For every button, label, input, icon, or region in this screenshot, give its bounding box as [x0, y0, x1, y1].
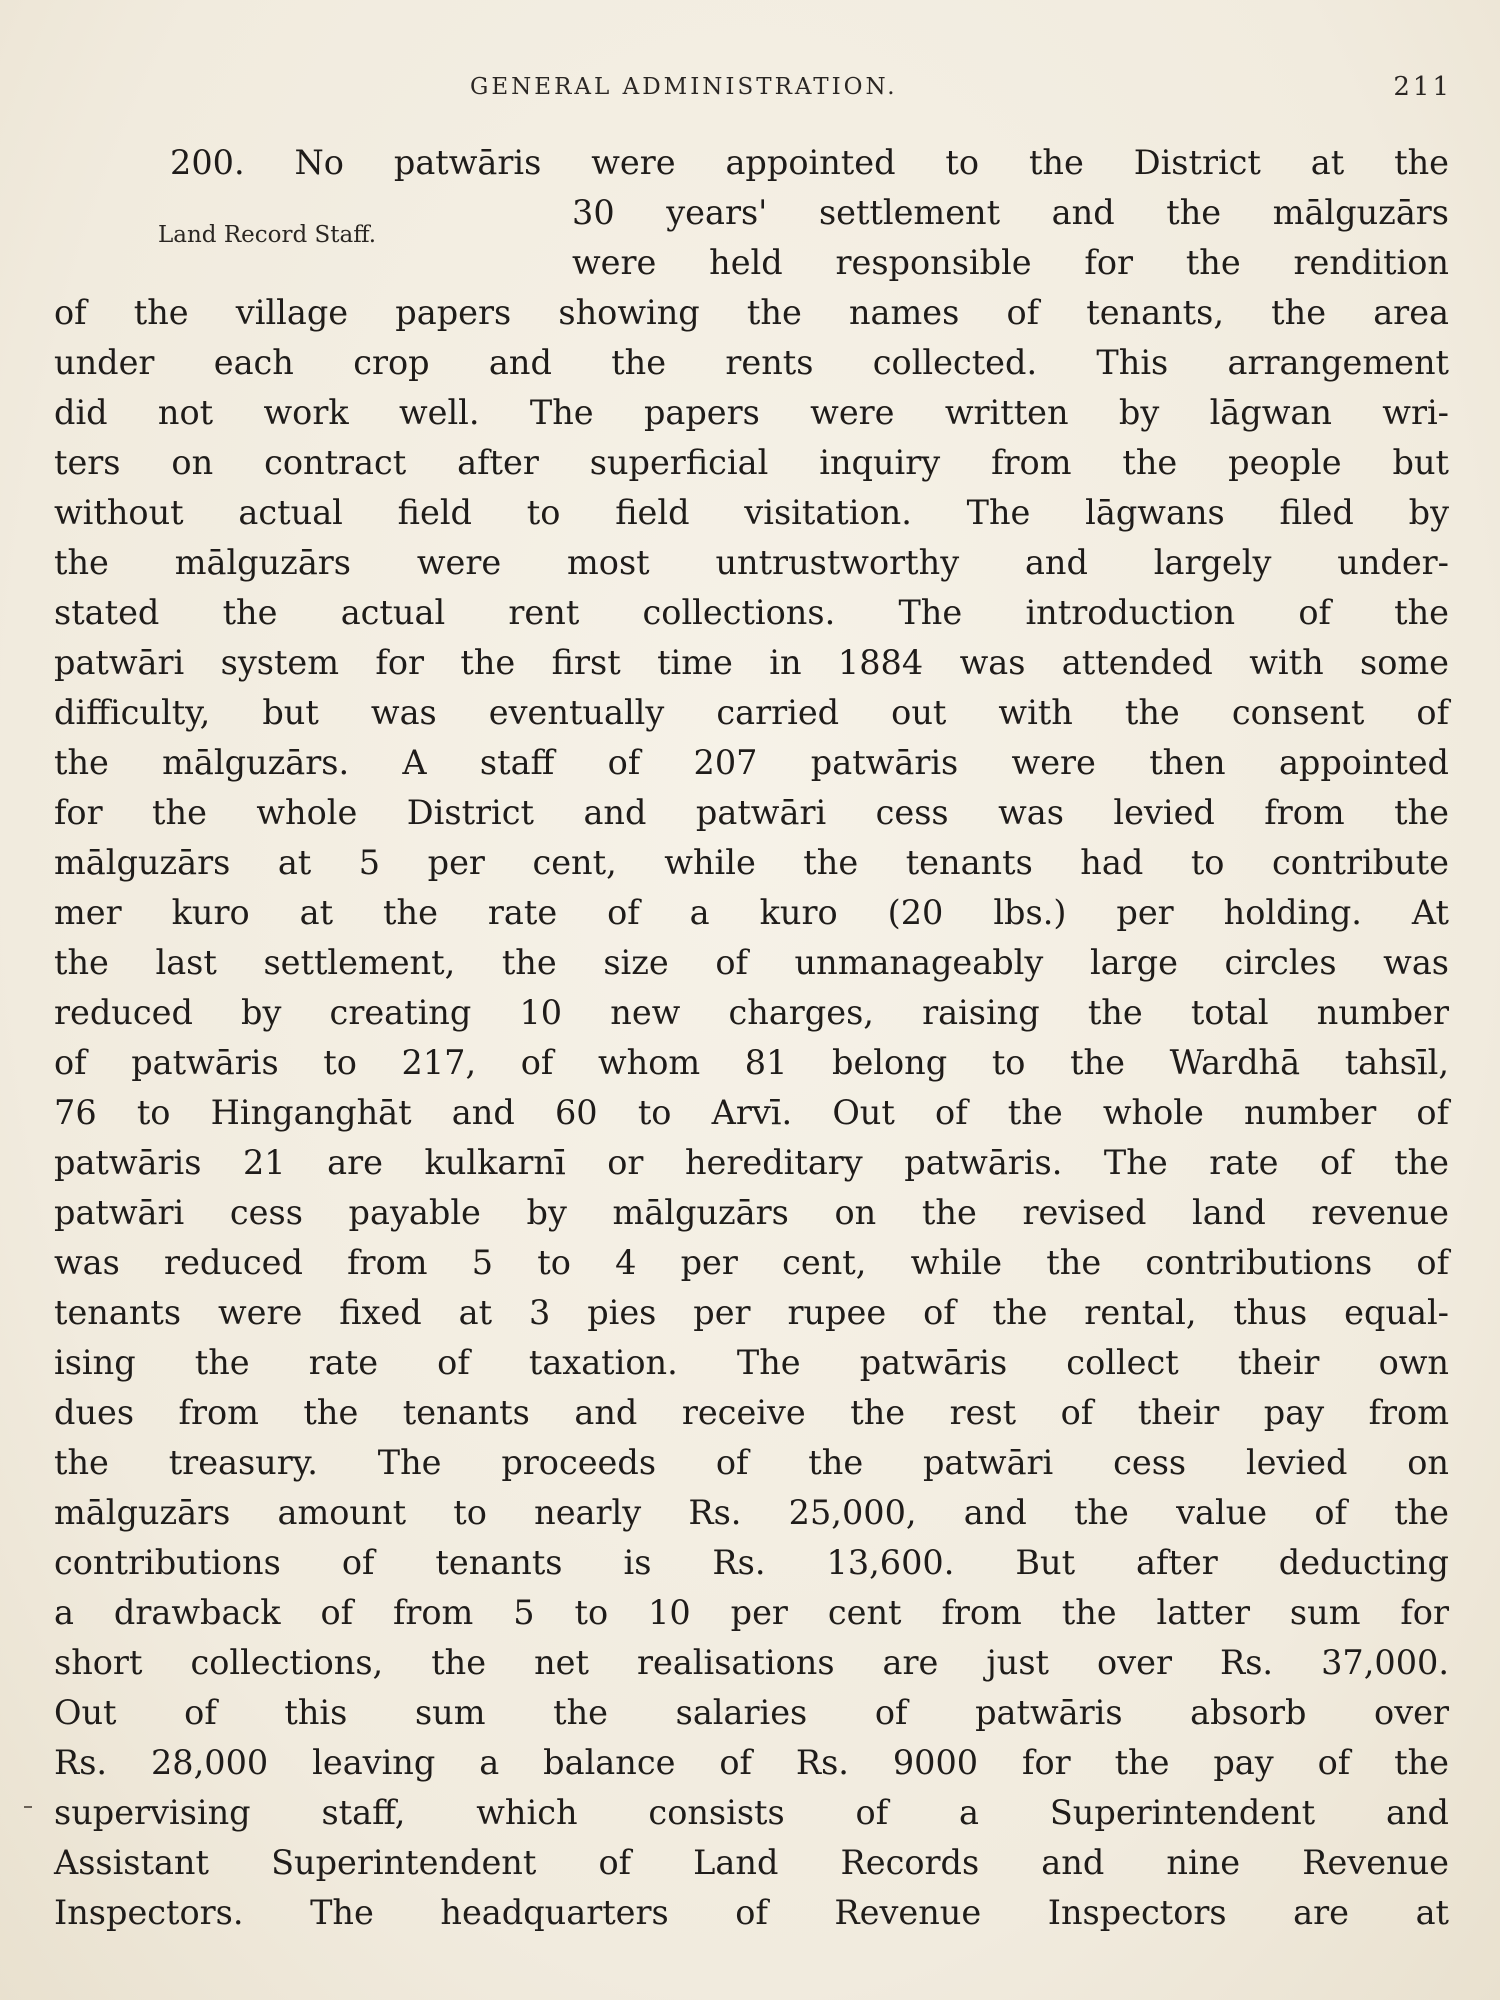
text-line: tenants were fixed at 3 pies per rupee of the rental, thus equal-	[54, 1293, 1449, 1332]
text-line: 76 to Hinganghāt and 60 to Arvī. Out of the whole number of	[54, 1093, 1449, 1132]
text-line: 30 years' settlement and the mālguzārs	[572, 193, 1449, 232]
text-line: difficulty, but was eventually carried out with the consent of	[54, 693, 1449, 732]
text-line: the mālguzārs. A staff of 207 patwāris were then appointed	[54, 743, 1449, 782]
text-line: stated the actual rent collections. The introduction of the	[54, 593, 1449, 632]
text-line: for the whole District and patwāri cess was levied from the	[54, 793, 1449, 832]
text-line: Rs. 28,000 leaving a balance of Rs. 9000 for the pay of the	[54, 1743, 1449, 1782]
text-line: Inspectors. The headquarters of Revenue Inspectors are at	[54, 1893, 1449, 1932]
text-line: the last settlement, the size of unmanageably large circles was	[54, 943, 1449, 982]
text-line: contributions of tenants is Rs. 13,600. But after deducting	[54, 1543, 1449, 1582]
margin-dash	[24, 1806, 32, 1808]
text-line: Assistant Superintendent of Land Records and nine Revenue	[54, 1843, 1449, 1882]
text-line: of the village papers showing the names of tenants, the area	[54, 293, 1449, 332]
text-line: Out of this sum the salaries of patwāris absorb over	[54, 1693, 1449, 1732]
text-line: mālguzārs amount to nearly Rs. 25,000, and the value of the	[54, 1493, 1449, 1532]
text-line: did not work well. The papers were written by lāgwan wri-	[54, 393, 1449, 432]
text-line: were held responsible for the rendition	[572, 243, 1449, 282]
text-line: patwāri cess payable by mālguzārs on the revised land revenue	[54, 1193, 1449, 1232]
text-line: dues from the tenants and receive the rest of their pay from	[54, 1393, 1449, 1432]
text-line: the treasury. The proceeds of the patwāri cess levied on	[54, 1443, 1449, 1482]
text-line: ters on contract after superficial inquiry from the people but	[54, 443, 1449, 482]
text-line: patwāris 21 are kulkarnī or hereditary patwāris. The rate of the	[54, 1143, 1449, 1182]
text-line: mer kuro at the rate of a kuro (20 lbs.) per holding. At	[54, 893, 1449, 932]
running-head	[60, 72, 1452, 112]
text-line: of patwāris to 217, of whom 81 belong to the Wardhā tahsīl,	[54, 1043, 1449, 1082]
text-line: 200. No patwāris were appointed to the District at the	[170, 143, 1449, 182]
running-title: GENERAL ADMINISTRATION.	[470, 74, 898, 100]
text-line: mālguzārs at 5 per cent, while the tenants had to contribute	[54, 843, 1449, 882]
text-line: patwāri system for the first time in 1884 was attended with some	[54, 643, 1449, 682]
text-line: short collections, the net realisations are just over Rs. 37,000.	[54, 1643, 1449, 1682]
text-line: supervising staff, which consists of a Superintendent and	[54, 1793, 1449, 1832]
text-line: was reduced from 5 to 4 per cent, while the contributions of	[54, 1243, 1449, 1282]
text-line: a drawback of from 5 to 10 per cent from the latter sum for	[54, 1593, 1449, 1632]
text-line: the mālguzārs were most untrustworthy and largely under-	[54, 543, 1449, 582]
text-line: under each crop and the rents collected. This arrangement	[54, 343, 1449, 382]
margin-note: Land Record Staff.	[158, 222, 377, 248]
page-number: 211	[1393, 72, 1452, 102]
text-line: ising the rate of taxation. The patwāris collect their own	[54, 1343, 1449, 1382]
text-line: without actual field to field visitation. The lāgwans filed by	[54, 493, 1449, 532]
text-line: reduced by creating 10 new charges, raising the total number	[54, 993, 1449, 1032]
